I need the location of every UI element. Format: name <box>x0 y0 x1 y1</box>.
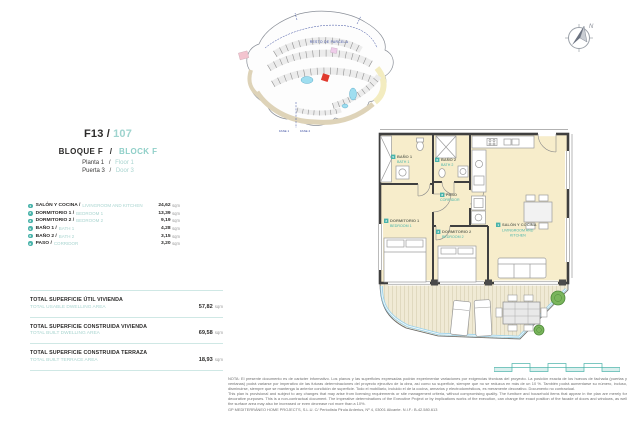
room-name-en: BATH 2 <box>58 233 75 239</box>
pool <box>342 104 348 108</box>
room-name-es: BAÑO 1 / <box>35 226 57 232</box>
svg-text:BAÑO 1: BAÑO 1 <box>397 154 413 160</box>
svg-text:1: 1 <box>497 223 500 228</box>
apartment-floor-plan <box>372 126 588 376</box>
room-area-unit: sqm <box>172 203 180 209</box>
fase2-label: FASE 2 <box>300 129 311 133</box>
room-row <box>28 232 180 240</box>
room-label-corridor <box>440 192 460 202</box>
room-row <box>28 240 180 248</box>
svg-text:BAÑO 2: BAÑO 2 <box>441 157 457 163</box>
block-line: BLOQUE F / BLOCK F <box>58 147 158 156</box>
svg-text:DORMITORIO 1: DORMITORIO 1 <box>390 218 420 224</box>
total-row <box>30 343 223 371</box>
room-area-unit: sqm <box>172 241 180 247</box>
company-line: GP MEDITERRÁNEO HOME PROJECTS, S.L.U. C/ Periodista Pirula Arderius, Nº 4, 03001 Alicante. N.I.F.: B-42.580.613 <box>228 406 438 412</box>
total-label-en: TOTAL USABLE DWELLING AREA <box>30 304 106 310</box>
room-area-unit: sqm <box>172 218 180 224</box>
svg-text:CORRIDOR: CORRIDOR <box>440 198 460 202</box>
room-name-es: BAÑO 2 / <box>35 233 57 239</box>
svg-text:DORMITORIO 2: DORMITORIO 2 <box>442 229 472 235</box>
disclaimer-es: NOTA: El presente documento es de carácter informativo. Los planos y las superficies expresadas podrán experimentar variaciones por exigencias técnicas del proyecto. La posición exacta de los huecos de fachada (puertas y ventanas) podrá variarse por imperativo de las futuras determinaciones del proyecto ejecutivo de la obra, así como su superficie, siempre que no se reduzca en más de un 10 %. También podrá aumentarse su número, incluso, disminuirse, siempre que se mantenga la anterior condición de superficie. Todo el mobiliario, incluido el de la cocina, armarios y electrodomésticos, es meramente decorativo. Documento no contractual. <box>228 376 627 391</box>
totals-table <box>30 290 223 371</box>
room-area: 4,28 <box>161 226 171 232</box>
room-area: 3,20 <box>161 241 171 247</box>
svg-text:BEDROOM 2: BEDROOM 2 <box>442 235 464 239</box>
legal-disclaimer <box>228 377 627 413</box>
svg-text:SALÓN Y COCINA: SALÓN Y COCINA <box>502 222 537 228</box>
total-value: 69,58 <box>198 330 213 336</box>
room-row <box>28 225 180 233</box>
room-area: 9,19 <box>161 218 171 224</box>
svg-text:LIVINGROOM AND: LIVINGROOM AND <box>502 228 534 233</box>
room-name-en: LIVINGROOM AND KITCHEN <box>82 203 143 209</box>
room-number-badge: 2 <box>29 211 32 216</box>
north-label: N <box>589 24 594 30</box>
site-area-label: RESTO DE PARCELA <box>309 40 349 44</box>
total-value: 57,82 <box>198 303 213 310</box>
unit-code: F13 / 107 <box>83 128 133 140</box>
svg-text:BEDROOM 1: BEDROOM 1 <box>390 224 412 228</box>
total-label-es: TOTAL SUPERFICIE ÚTIL VIVIENDA <box>30 297 123 304</box>
total-unit: sqm <box>214 303 223 309</box>
room-number-badge: 1 <box>29 203 32 208</box>
compass-icon <box>560 12 600 56</box>
accent-block-pink <box>331 48 338 54</box>
svg-text:6: 6 <box>436 158 439 163</box>
room-name-en: BEDROOM 2 <box>76 218 104 224</box>
room-area: 3,15 <box>161 233 171 239</box>
svg-text:BATH 2: BATH 2 <box>441 163 454 167</box>
total-label-es: TOTAL SUPERFICIE CONSTRUIDA VIVIENDA <box>30 323 148 330</box>
room-area-unit: sqm <box>172 233 180 239</box>
fase1-label: FASE 1 <box>279 129 290 133</box>
total-label-es: TOTAL SUPERFICIE CONSTRUIDA TERRAZA <box>30 350 148 357</box>
room-area: 13,39 <box>158 210 171 216</box>
plant <box>551 291 565 305</box>
room-name-es: PASO / <box>35 241 52 247</box>
room-name-es: SALÓN Y COCINA / <box>35 203 81 209</box>
floor-line: Planta 1 / Floor 1 <box>82 160 134 166</box>
total-value: 18,93 <box>198 356 213 363</box>
site-plan-map <box>237 6 422 136</box>
scale-bar <box>494 362 620 374</box>
total-label-en: TOTAL BUILT TERRACE AREA <box>30 357 98 363</box>
svg-text:3: 3 <box>437 230 440 235</box>
total-row <box>30 290 223 317</box>
room-number-badge: 3 <box>29 218 32 223</box>
room-name-en: BEDROOM 1 <box>76 210 104 216</box>
room-name-es: DORMITORIO 2 / <box>35 218 75 224</box>
room-area-list <box>28 202 180 248</box>
pool <box>350 88 357 100</box>
room-name-es: DORMITORIO 1 / <box>35 210 75 216</box>
door-line: Puerta 3 / Door 3 <box>82 168 134 174</box>
svg-text:2: 2 <box>385 219 388 224</box>
room-row <box>28 202 180 210</box>
room-number-badge: 6 <box>29 234 32 239</box>
room-name-en: CORRIDOR <box>53 241 79 247</box>
plant <box>534 325 544 335</box>
room-area-unit: sqm <box>172 226 180 232</box>
room-number-badge: 5 <box>29 226 32 231</box>
disclaimer-en: This plan is provisional and subject to any changes that may arise from licensing requirements or site management criteria, without compromising quality. The furniture and household items that appear in the plan are merely for decorative purposes. This is a non-contractual document. The imperative determinations of the Executive Project or by implications works of the execution, can change the exact position of the facade of doors and windows, as well the surface area may also be increased or even decrease not more than a 10%. <box>228 391 627 406</box>
svg-text:PASO: PASO <box>446 192 458 198</box>
room-number-badge: 8 <box>29 241 32 246</box>
total-unit: sqm <box>214 356 223 362</box>
room-row <box>28 217 180 225</box>
svg-text:5: 5 <box>392 155 395 160</box>
total-unit: sqm <box>214 330 223 335</box>
room-area: 24,62 <box>158 203 171 209</box>
total-label-en: TOTAL BUILT DWELLING AREA <box>30 331 100 337</box>
total-row <box>30 317 223 344</box>
unit-header <box>8 128 208 174</box>
svg-text:8: 8 <box>441 193 444 198</box>
room-row <box>28 210 180 218</box>
svg-text:KITCHEN: KITCHEN <box>510 233 526 238</box>
room-area-unit: sqm <box>172 210 180 216</box>
svg-text:BATH 1: BATH 1 <box>397 160 410 164</box>
pool <box>301 77 313 84</box>
room-name-en: BATH 1 <box>58 226 75 232</box>
